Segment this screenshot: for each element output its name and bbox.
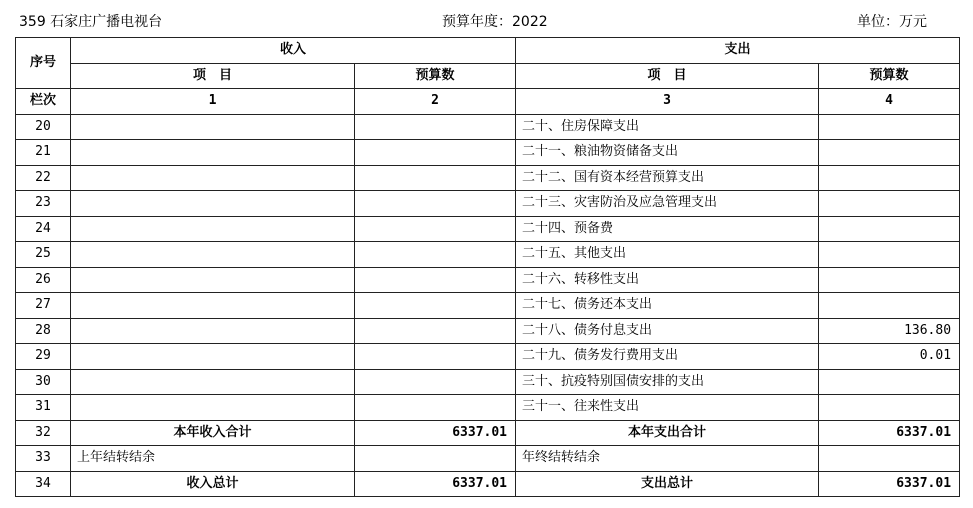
table-row: [16, 165, 960, 191]
expense-group-header: 支出: [516, 38, 960, 64]
income-item-cell: [71, 140, 355, 166]
expense-budget-cell: [819, 191, 960, 217]
seq-cell: 30: [16, 369, 71, 395]
seq-cell: 23: [16, 191, 71, 217]
seq-header: 序号: [16, 38, 71, 89]
income-item-cell: [71, 191, 355, 217]
expense-item-cell: 二十七、债务还本支出: [516, 293, 819, 319]
expense-budget-cell: 0.01: [819, 344, 960, 370]
expense-budget-cell: [819, 293, 960, 319]
seq-cell: 20: [16, 114, 71, 140]
expense-budget-cell: [819, 369, 960, 395]
expense-budget-header: 预算数: [819, 63, 960, 89]
income-budget-cell: 6337.01: [355, 471, 516, 497]
expense-budget-cell: [819, 267, 960, 293]
budget-year: 预算年度：2022: [442, 14, 548, 30]
table-row: [16, 318, 960, 344]
row-label-header: 栏次: [16, 89, 71, 115]
table-row: [16, 395, 960, 421]
expense-budget-cell: [819, 446, 960, 472]
col-number-2: 2: [355, 89, 516, 115]
income-budget-cell: [355, 242, 516, 268]
expense-budget-cell: [819, 242, 960, 268]
income-budget-header: 预算数: [355, 63, 516, 89]
income-group-header: 收入: [71, 38, 516, 64]
expense-item-cell: 二十二、国有资本经营预算支出: [516, 165, 819, 191]
income-item-cell: 收入总计: [71, 471, 355, 497]
income-item-cell: [71, 344, 355, 370]
expense-item-cell: 支出总计: [516, 471, 819, 497]
seq-cell: 31: [16, 395, 71, 421]
income-item-cell: [71, 216, 355, 242]
expense-budget-cell: [819, 114, 960, 140]
expense-budget-cell: 6337.01: [819, 420, 960, 446]
seq-cell: 25: [16, 242, 71, 268]
income-item-cell: [71, 165, 355, 191]
income-budget-cell: [355, 344, 516, 370]
income-budget-cell: [355, 369, 516, 395]
expense-item-header: 项 目: [516, 63, 819, 89]
expense-item-cell: 二十八、债务付息支出: [516, 318, 819, 344]
seq-cell: 29: [16, 344, 71, 370]
income-item-cell: [71, 293, 355, 319]
expense-item-cell: 年终结转结余: [516, 446, 819, 472]
expense-item-cell: 二十五、其他支出: [516, 242, 819, 268]
income-budget-cell: [355, 395, 516, 421]
expense-budget-cell: 136.80: [819, 318, 960, 344]
table-row: [16, 114, 960, 140]
table-row: [16, 420, 960, 446]
income-budget-cell: [355, 318, 516, 344]
expense-budget-cell: 6337.01: [819, 471, 960, 497]
expense-item-cell: 二十三、灾害防治及应急管理支出: [516, 191, 819, 217]
expense-item-cell: 二十九、债务发行费用支出: [516, 344, 819, 370]
table-row: [16, 267, 960, 293]
seq-cell: 32: [16, 420, 71, 446]
seq-cell: 21: [16, 140, 71, 166]
income-item-cell: [71, 395, 355, 421]
expense-item-cell: 二十、住房保障支出: [516, 114, 819, 140]
expense-budget-cell: [819, 395, 960, 421]
table-row: [16, 191, 960, 217]
seq-cell: 28: [16, 318, 71, 344]
seq-cell: 26: [16, 267, 71, 293]
expense-budget-cell: [819, 216, 960, 242]
expense-budget-cell: [819, 165, 960, 191]
expense-item-cell: 二十六、转移性支出: [516, 267, 819, 293]
expense-budget-cell: [819, 140, 960, 166]
income-item-cell: [71, 242, 355, 268]
income-budget-cell: 6337.01: [355, 420, 516, 446]
seq-cell: 27: [16, 293, 71, 319]
table-row: [16, 446, 960, 472]
income-item-cell: [71, 318, 355, 344]
income-item-cell: [71, 267, 355, 293]
expense-item-cell: 二十一、粮油物资储备支出: [516, 140, 819, 166]
income-item-cell: [71, 114, 355, 140]
income-budget-cell: [355, 267, 516, 293]
currency-unit: 单位：万元: [857, 14, 927, 30]
income-budget-cell: [355, 165, 516, 191]
seq-cell: 34: [16, 471, 71, 497]
table-row: [16, 369, 960, 395]
expense-item-cell: 本年支出合计: [516, 420, 819, 446]
expense-item-cell: 三十、抗疫特别国债安排的支出: [516, 369, 819, 395]
income-budget-cell: [355, 216, 516, 242]
expense-item-cell: 二十四、预备费: [516, 216, 819, 242]
col-number-1: 1: [71, 89, 355, 115]
income-budget-cell: [355, 191, 516, 217]
seq-cell: 33: [16, 446, 71, 472]
table-body: [16, 114, 960, 497]
income-item-header: 项 目: [71, 63, 355, 89]
table-row: [16, 344, 960, 370]
budget-table: [15, 37, 960, 497]
income-item-cell: [71, 369, 355, 395]
income-budget-cell: [355, 114, 516, 140]
unit-name: 359 石家庄广播电视台: [19, 14, 163, 30]
table-row: [16, 293, 960, 319]
table-row: [16, 216, 960, 242]
table-row: [16, 242, 960, 268]
table-row: [16, 471, 960, 497]
income-budget-cell: [355, 293, 516, 319]
table-row: [16, 140, 960, 166]
income-budget-cell: [355, 140, 516, 166]
income-item-cell: 上年结转结余: [71, 446, 355, 472]
col-number-4: 4: [819, 89, 960, 115]
seq-cell: 22: [16, 165, 71, 191]
income-item-cell: 本年收入合计: [71, 420, 355, 446]
col-number-3: 3: [516, 89, 819, 115]
seq-cell: 24: [16, 216, 71, 242]
income-budget-cell: [355, 446, 516, 472]
expense-item-cell: 三十一、往来性支出: [516, 395, 819, 421]
